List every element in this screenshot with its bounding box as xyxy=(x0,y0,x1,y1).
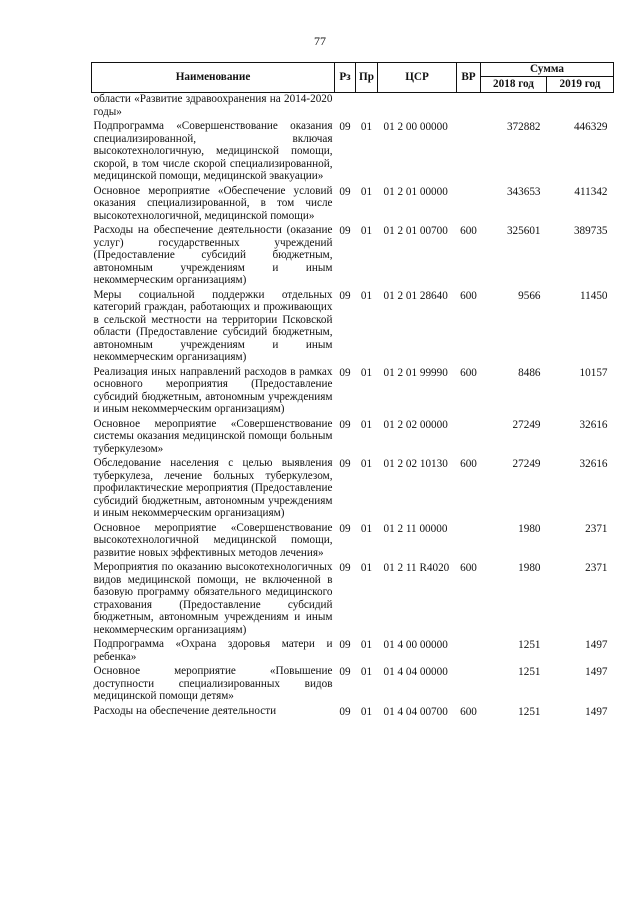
table-body xyxy=(92,93,614,721)
row-name: Обследование населения с целью выявления туберкулеза, лечение больных туберкулезом, профилактические мероприятия (Предоставление субсидий бюджетным, автономным учреждениям и иным некоммерческим организациям) xyxy=(93,457,333,519)
row-pr: 01 xyxy=(360,639,373,651)
row-rz: 09 xyxy=(339,522,351,535)
row-rz: 09 xyxy=(339,562,351,574)
row-name: Подпрограмма «Охрана здоровья матери и ребенка» xyxy=(93,638,333,663)
table-row xyxy=(92,185,614,225)
row-csr: 01 2 01 28640 xyxy=(383,289,448,302)
header-year-2019: 2019 год xyxy=(547,77,614,93)
row-name: Расходы на обеспечение деятельности xyxy=(93,704,277,717)
budget-table xyxy=(91,62,614,720)
row-sum-2018: 1251 xyxy=(518,705,541,718)
row-vr: 600 xyxy=(460,458,477,470)
header-year-2018: 2018 год xyxy=(481,77,547,93)
row-pr: 01 xyxy=(360,705,373,718)
row-pr: 01 xyxy=(360,185,373,198)
row-sum-2019 xyxy=(547,93,614,121)
row-sum-2018: 372882 xyxy=(506,121,541,133)
row-rz xyxy=(335,93,356,121)
row-sum-2018 xyxy=(481,93,547,121)
row-rz: 09 xyxy=(339,705,351,718)
row-vr xyxy=(457,665,481,705)
row-name: Реализация иных направлений расходов в рамках основного мероприятия (Предоставление субсидий бюджетным, автономным учреждениям и иным некоммерческим организациям) xyxy=(93,365,333,415)
table-row xyxy=(92,522,614,562)
row-rz: 09 xyxy=(339,666,351,678)
row-vr: 600 xyxy=(460,705,477,718)
row-vr xyxy=(457,120,481,185)
row-sum-2019: 1497 xyxy=(585,639,608,651)
row-rz: 09 xyxy=(339,458,351,470)
header-sum: Сумма xyxy=(481,63,614,77)
page-number: 77 xyxy=(314,34,326,48)
row-vr: 600 xyxy=(460,225,477,237)
row-csr xyxy=(378,93,457,121)
header-csr: ЦСР xyxy=(378,63,457,93)
table-row xyxy=(92,93,614,121)
row-name: Основное мероприятие «Совершенствование системы оказания медицинской помощи больным туберкулезом» xyxy=(93,417,333,455)
row-sum-2019: 32616 xyxy=(579,458,608,470)
row-sum-2019: 2371 xyxy=(585,562,608,574)
header-pr: Пр xyxy=(356,63,378,93)
row-name: Основное мероприятие «Совершенствование высокотехнологичной медицинской помощи, развитие новых эффективных методов лечения» xyxy=(93,521,333,559)
row-rz: 09 xyxy=(339,289,351,302)
row-pr: 01 xyxy=(360,289,373,302)
row-pr xyxy=(356,93,378,121)
table-row xyxy=(92,561,614,638)
table-row xyxy=(92,665,614,705)
row-sum-2018: 1251 xyxy=(518,666,541,678)
row-csr: 01 2 01 00000 xyxy=(383,185,448,198)
row-rz: 09 xyxy=(339,639,351,651)
row-sum-2019: 446329 xyxy=(573,121,608,133)
row-csr: 01 2 02 10130 xyxy=(383,458,448,470)
table-row xyxy=(92,638,614,665)
table-row xyxy=(92,120,614,185)
row-csr: 01 2 01 00700 xyxy=(383,225,448,237)
header-name: Наименование xyxy=(92,63,335,93)
row-vr: 600 xyxy=(460,289,477,302)
row-csr: 01 4 04 00000 xyxy=(383,666,448,678)
header-vr: ВР xyxy=(457,63,481,93)
row-rz: 09 xyxy=(339,366,351,379)
table-row xyxy=(92,418,614,458)
table-row xyxy=(92,224,614,289)
row-name: Основное мероприятие «Повышение доступности специализированных видов медицинской помощи детям» xyxy=(93,665,333,702)
row-pr: 01 xyxy=(360,666,373,678)
table-row xyxy=(92,289,614,366)
row-pr: 01 xyxy=(360,366,373,379)
row-csr: 01 2 11 00000 xyxy=(383,522,448,535)
header-rz: Рз xyxy=(335,63,356,93)
row-vr xyxy=(457,638,481,665)
row-name: Подпрограмма «Совершенствование оказания специализированной, включая высокотехнологичную, медицинской помощи, скорой, в том числе скорой специализированной, медицинской помощи, медицинской эвакуации» xyxy=(93,120,333,182)
row-sum-2018: 8486 xyxy=(518,366,541,379)
row-sum-2018: 325601 xyxy=(506,225,541,237)
row-pr: 01 xyxy=(360,225,373,237)
row-sum-2018: 1251 xyxy=(518,639,541,651)
table-header xyxy=(92,63,614,93)
row-rz: 09 xyxy=(339,121,351,133)
row-rz: 09 xyxy=(339,185,351,198)
row-sum-2018: 27249 xyxy=(512,458,541,470)
row-vr: 600 xyxy=(460,562,477,574)
row-pr: 01 xyxy=(360,562,373,574)
row-pr: 01 xyxy=(360,121,373,133)
row-sum-2019: 11450 xyxy=(579,289,608,302)
row-rz: 09 xyxy=(339,418,351,431)
table-row xyxy=(92,366,614,418)
row-sum-2019: 389735 xyxy=(573,225,608,237)
row-sum-2019: 10157 xyxy=(579,366,608,379)
row-sum-2019: 1497 xyxy=(585,666,608,678)
row-sum-2019: 32616 xyxy=(579,418,608,431)
row-vr xyxy=(457,185,481,225)
row-csr: 01 2 00 00000 xyxy=(383,121,448,133)
row-name: Мероприятия по оказанию высокотехнологичных видов медицинской помощи, не включенной в базовую программу обязательного медицинского страхования (Предоставление субсидий бюджетным, автономным учреждениям и иным некоммерческим организациям) xyxy=(93,561,333,636)
row-sum-2018: 343653 xyxy=(506,185,541,198)
row-pr: 01 xyxy=(360,458,373,470)
row-vr: 600 xyxy=(460,366,477,379)
row-name: Основное мероприятие «Обеспечение условий оказания специализированной, в том числе высокотехнологичной, медицинской помощи» xyxy=(93,184,333,222)
row-name: области «Развитие здравоохранения на 2014-2020 годы» xyxy=(93,93,333,118)
row-sum-2019: 411342 xyxy=(574,185,608,198)
table-row xyxy=(92,457,614,522)
row-csr: 01 4 04 00700 xyxy=(383,705,448,718)
row-pr: 01 xyxy=(360,418,373,431)
row-sum-2018: 1980 xyxy=(518,562,541,574)
row-csr: 01 4 00 00000 xyxy=(383,639,448,651)
row-name: Меры социальной поддержки отдельных категорий граждан, работающих и проживающих в сельской местности на территории Псковской области (Предоставление субсидий бюджетным, автономным учреждениям и иным некоммерческим организациям) xyxy=(93,288,333,363)
row-sum-2019: 1497 xyxy=(585,705,608,718)
row-csr: 01 2 11 R4020 xyxy=(383,562,450,574)
row-sum-2018: 27249 xyxy=(512,418,541,431)
row-sum-2019: 2371 xyxy=(585,522,608,535)
row-vr xyxy=(457,418,481,458)
row-csr: 01 2 02 00000 xyxy=(383,418,448,431)
row-sum-2018: 9566 xyxy=(518,289,541,302)
row-rz: 09 xyxy=(339,225,351,237)
row-sum-2018: 1980 xyxy=(518,522,541,535)
row-name: Расходы на обеспечение деятельности (оказание услуг) государственных учреждений (Предоставление субсидий бюджетным, автономным учреждениям и иным некоммерческим организациям) xyxy=(93,224,333,286)
row-vr xyxy=(457,93,481,121)
row-csr: 01 2 01 99990 xyxy=(383,366,448,379)
row-vr xyxy=(457,522,481,562)
table-row xyxy=(92,705,614,721)
row-pr: 01 xyxy=(360,522,373,535)
